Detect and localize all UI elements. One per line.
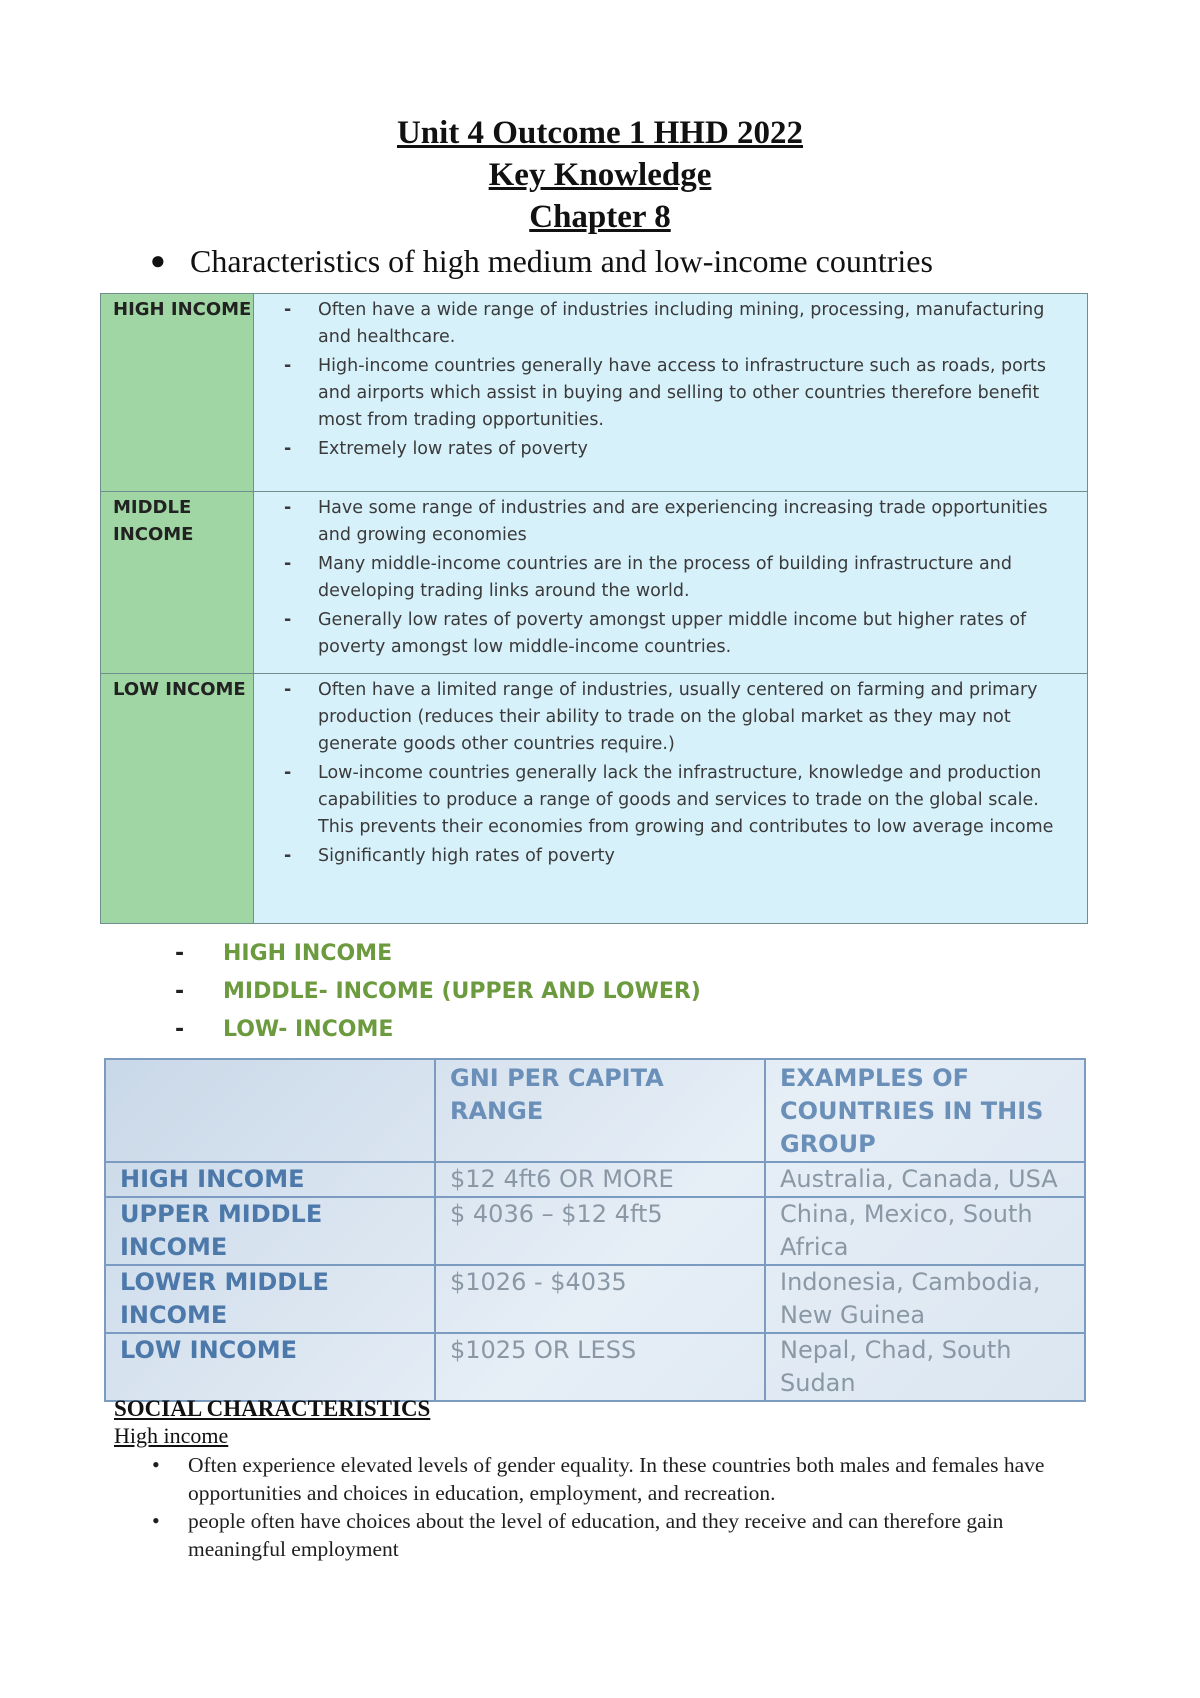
table-row	[105, 1197, 1085, 1265]
list-item: - Generally low rates of poverty amongst upper middle income but higher rates of poverty amongst low middle-income countries.	[282, 607, 1073, 661]
table-row	[105, 1265, 1085, 1333]
row-label: HIGH INCOME	[105, 1162, 435, 1197]
row-description	[254, 674, 1088, 924]
section-subtitle: High income	[114, 1423, 229, 1448]
header-cell: EXAMPLES OF COUNTRIES IN THIS GROUP	[765, 1059, 1085, 1162]
header-cell: GNI PER CAPITA RANGE	[435, 1059, 765, 1162]
row-label: UPPER MIDDLE INCOME	[105, 1197, 435, 1265]
list-item: - Have some range of industries and are experiencing increasing trade opportunities and growing economies	[282, 495, 1073, 549]
country-examples: Australia, Canada, USA	[765, 1162, 1085, 1197]
title-unit: Unit 4 Outcome 1 HHD 2022	[396, 115, 804, 151]
list-item: - LOW- INCOME	[175, 1011, 701, 1049]
gni-range: $1026 - $4035	[435, 1265, 765, 1333]
country-examples: China, Mexico, South Africa	[765, 1197, 1085, 1265]
main-bullet	[150, 240, 933, 282]
country-examples: Indonesia, Cambodia, New Guinea	[765, 1265, 1085, 1333]
table-row	[105, 1162, 1085, 1197]
table-row	[105, 1333, 1085, 1401]
section-title: SOCIAL CHARACTERISTICS	[114, 1396, 431, 1421]
list-item: - Often have a limited range of industries, usually centered on farming and primary production (reduces their ability to trade on the global market as they may not generate goods other countries require.)	[282, 677, 1073, 758]
list-item: - MIDDLE- INCOME (UPPER AND LOWER)	[175, 973, 701, 1011]
row-label: LOWER MIDDLE INCOME	[105, 1265, 435, 1333]
list-item: • Often experience elevated levels of gender equality. In these countries both males and females have opportunities and choices in education, employment, and recreation.	[114, 1451, 1074, 1507]
list-item: - Significantly high rates of poverty	[282, 843, 1073, 870]
header-cell	[105, 1059, 435, 1162]
main-bullet-text: Characteristics of high medium and low-income countries	[190, 243, 933, 279]
list-item: - Low-income countries generally lack the infrastructure, knowledge and production capabilities to produce a range of goods and services to trade on the global scale. This prevents their economies from growing and contributes to low average income	[282, 760, 1073, 841]
row-label: MIDDLE INCOME	[101, 492, 254, 674]
country-examples: Nepal, Chad, South Sudan	[765, 1333, 1085, 1401]
table-row	[101, 674, 1088, 924]
row-description	[254, 492, 1088, 674]
table-row	[101, 492, 1088, 674]
row-label: LOW INCOME	[105, 1333, 435, 1401]
document-header	[0, 112, 1200, 238]
list-item: - HIGH INCOME	[175, 935, 701, 973]
gni-range: $12 4ft6 OR MORE	[435, 1162, 765, 1197]
gni-range: $ 4036 – $12 4ft5	[435, 1197, 765, 1265]
list-item: - High-income countries generally have access to infrastructure such as roads, ports and airports which assist in buying and selling to other countries therefore benefit most from trading opportunities.	[282, 353, 1073, 434]
characteristics-table	[100, 293, 1088, 924]
title-key-knowledge: Key Knowledge	[488, 157, 712, 193]
list-item: - Extremely low rates of poverty	[282, 436, 1073, 463]
gni-range: $1025 OR LESS	[435, 1333, 765, 1401]
row-label: HIGH INCOME	[101, 294, 254, 492]
social-characteristics-section	[114, 1395, 1074, 1563]
table-row	[101, 294, 1088, 492]
income-groups-list	[175, 935, 701, 1049]
list-item: - Many middle-income countries are in the process of building infrastructure and developing trading links around the world.	[282, 551, 1073, 605]
gni-table	[104, 1058, 1086, 1402]
list-item: - Often have a wide range of industries including mining, processing, manufacturing and healthcare.	[282, 297, 1073, 351]
bullet-dot-icon: ●	[150, 246, 166, 275]
list-item: • people often have choices about the level of education, and they receive and can therefore gain meaningful employment	[114, 1507, 1074, 1563]
title-chapter: Chapter 8	[529, 199, 671, 235]
table-header-row	[105, 1059, 1085, 1162]
row-label: LOW INCOME	[101, 674, 254, 924]
row-description	[254, 294, 1088, 492]
